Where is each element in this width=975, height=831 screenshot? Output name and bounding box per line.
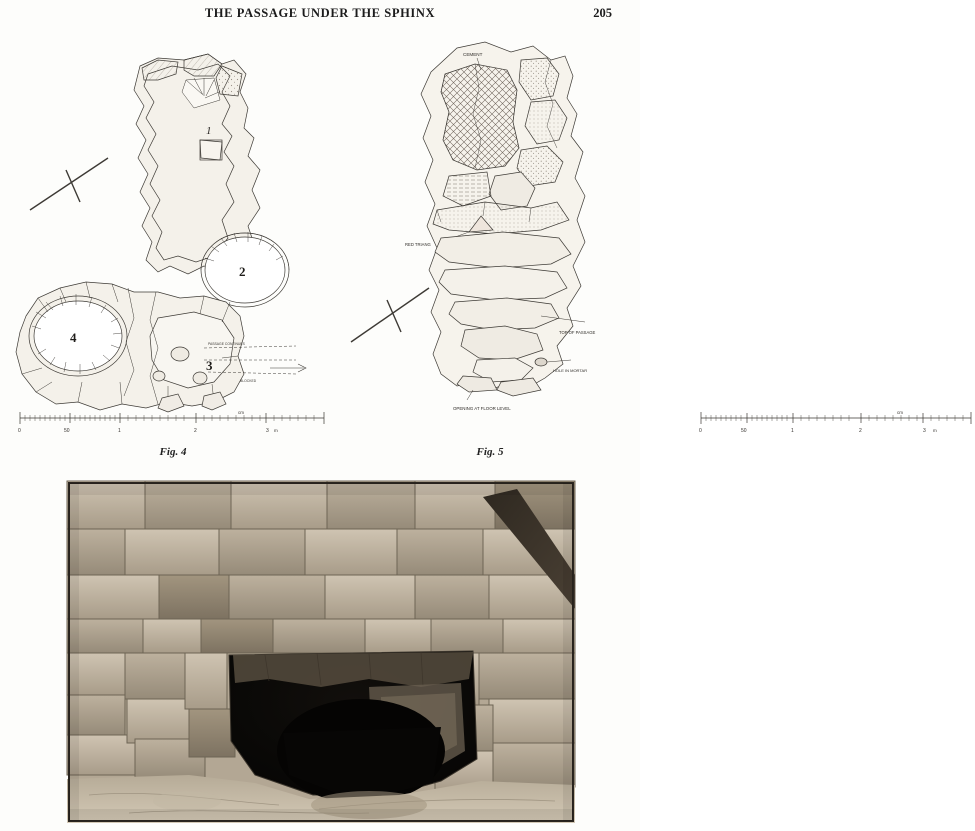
figure-5-caption: Fig. 5 bbox=[476, 446, 504, 458]
figure-5-annotation-opening: OPENING AT FLOOR LEVEL bbox=[453, 406, 511, 411]
figure-5-annotation-top-of-passage: TOP OF PASSAGE bbox=[559, 330, 596, 335]
figure-5-scale-label-50: 50 bbox=[741, 428, 747, 434]
chamber-2 bbox=[201, 232, 289, 307]
figure-5-annotation-cement: CEMENT bbox=[463, 52, 483, 57]
figure-5-scale-unit-left: cm bbox=[897, 410, 903, 415]
figure-4-drawing bbox=[8, 30, 338, 430]
figure-5-scale-label-1: 1 bbox=[791, 428, 794, 434]
figure-5-scale-label-3: 3 bbox=[923, 428, 926, 434]
figure-4-scale-label-0: 0 bbox=[18, 428, 21, 434]
north-arrow-fig5 bbox=[351, 288, 429, 342]
figure-5-drawing bbox=[345, 30, 635, 430]
page-title: THE PASSAGE UNDER THE SPHINX bbox=[204, 6, 436, 20]
figure-5-annotation-red-triang: RED TRIANG bbox=[405, 242, 431, 247]
figure-4-scale-unit-left: cm bbox=[238, 410, 244, 415]
figure-5-scale-label-0: 0 bbox=[699, 428, 702, 434]
figure-4-scale-label-1: 1 bbox=[118, 428, 121, 434]
plate-photograph bbox=[68, 482, 574, 822]
figure-4-scale-label-2: 2 bbox=[194, 428, 197, 434]
figure-4-caption: Fig. 4 bbox=[159, 446, 187, 458]
figure-4-scale-label-3: 3 bbox=[266, 428, 269, 434]
figure-4-scale-unit-right: m bbox=[274, 428, 278, 433]
figure-5-scale-label-2: 2 bbox=[859, 428, 862, 434]
figure-4-scale-bar bbox=[16, 408, 328, 438]
north-arrow bbox=[30, 158, 108, 210]
figure-4 bbox=[8, 30, 338, 470]
plate-photograph-image bbox=[69, 483, 573, 821]
figure-4-annotation-1: PASSAGE CONTINUES bbox=[208, 342, 245, 346]
page-number: 205 bbox=[593, 6, 612, 20]
running-head bbox=[0, 6, 640, 28]
figure-4-callout-4: 4 bbox=[70, 330, 77, 345]
figure-4-scale-label-50: 50 bbox=[64, 428, 70, 434]
figure-4-annotation-2: BLOCKED bbox=[240, 379, 257, 383]
figure-5-scale-bar bbox=[697, 408, 975, 438]
opening-at-floor-level-annotation bbox=[453, 390, 511, 411]
figure-row bbox=[0, 30, 937, 470]
figure-5-scale-unit-right: m bbox=[933, 428, 937, 433]
figure-5-annotation-hole-in-mortar: HOLE IN MORTAR bbox=[553, 368, 588, 373]
figure-5 bbox=[345, 30, 937, 470]
figure-4-callout-2: 2 bbox=[239, 264, 246, 279]
figure-4-callout-1: 1 bbox=[206, 125, 212, 137]
figure-4-callout-3: 3 bbox=[206, 358, 213, 373]
